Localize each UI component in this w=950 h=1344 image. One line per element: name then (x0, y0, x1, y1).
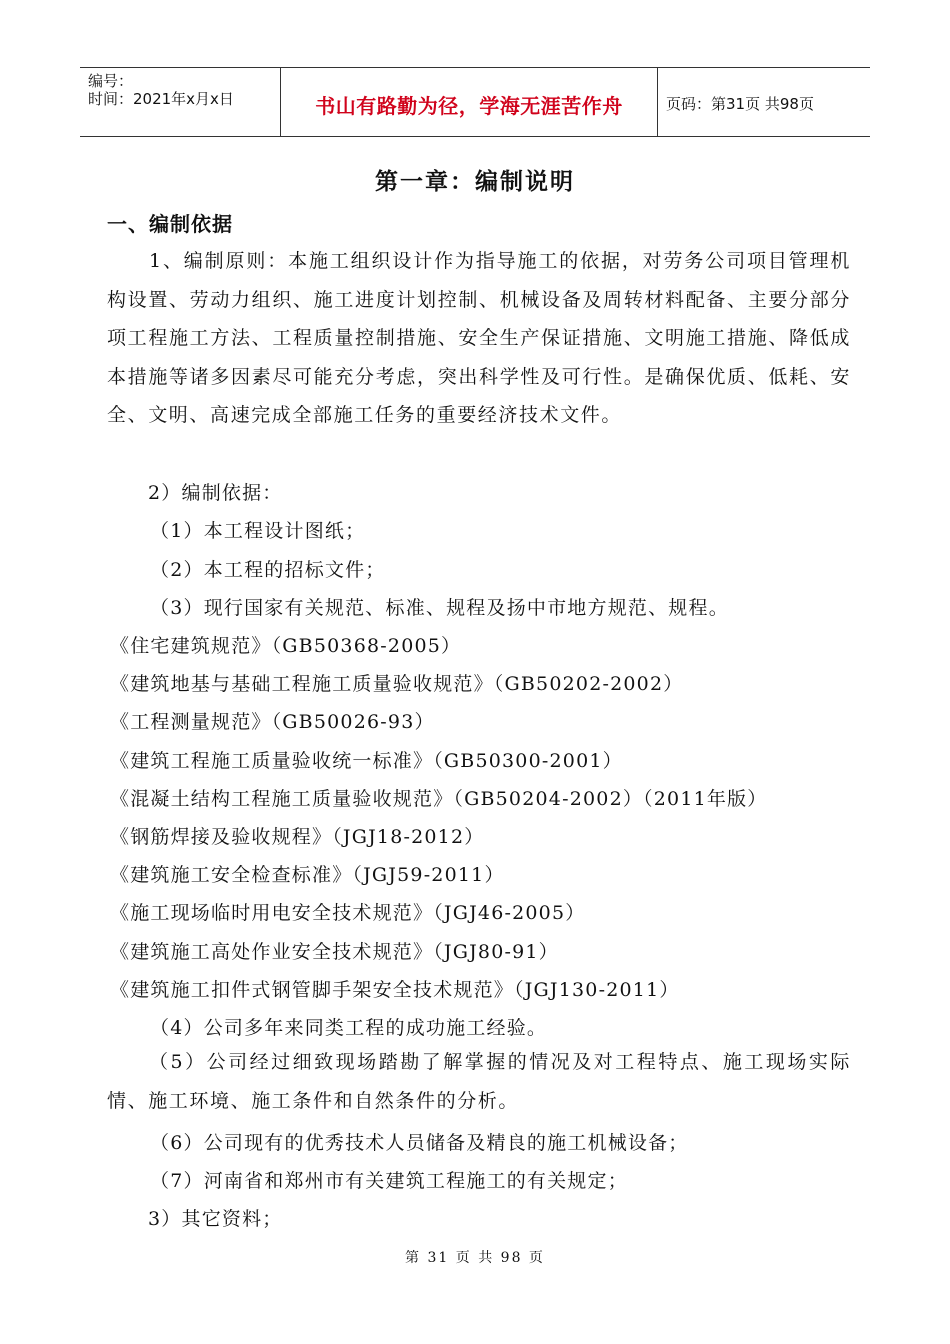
basis-heading: 2）编制依据： (148, 482, 283, 504)
page-footer: 第 31 页 共 98 页 (405, 1250, 545, 1266)
other-heading: 3）其它资料； (148, 1208, 283, 1230)
chapter-title: 第一章：编制说明 (375, 169, 575, 195)
standard-item: 《建筑施工安全检查标准》（JGJ59-2011） (110, 864, 505, 886)
principle-paragraph: 1、编制原则：本施工组织设计作为指导施工的依据，对劳务公司项目管理机构设置、劳动力组织、施工进度计划控制、机械设备及周转材料配备、主要分部分项工程施工方法、工程质量控制措施、安全生产保证措施、文明施工措施、降低成本措施等诸多因素尽可能充分考虑，突出科学性及可行性。是确保优质、低耗、安全、文明、高速完成全部施工任务的重要经济技术文件。 (107, 250, 851, 427)
standard-item: 《建筑施工扣件式钢管脚手架安全技术规范》（JGJ130-2011） (110, 979, 680, 1001)
header-page-cell (656, 68, 870, 136)
basis-item-6: （6）公司现有的优秀技术人员储备及精良的施工机械设备； (150, 1132, 689, 1154)
basis-item: （3）现行国家有关规范、标准、规程及扬中市地方规范、规程。 (150, 597, 729, 619)
standard-item: 《住宅建筑规范》（GB50368-2005） (110, 635, 462, 657)
basis-item: （2）本工程的招标文件； (150, 559, 386, 581)
standard-item: 《钢筋焊接及验收规程》（JGJ18-2012） (110, 826, 485, 848)
basis-item-5: （5）公司经过细致现场踏勘了解掌握的情况及对工程特点、施工现场实际情、施工环境、施工条件和自然条件的分析。 (107, 1051, 851, 1112)
header-code-label: 编号： (88, 72, 134, 90)
header-time-label: 时间：2021年x月x日 (88, 90, 234, 108)
page-header (80, 67, 870, 137)
basis-item: （1）本工程设计图纸； (150, 520, 366, 542)
header-motto: 书山有路勤为径，学海无涯苦作舟 (315, 94, 623, 118)
header-meta (80, 68, 280, 136)
standard-item: 《工程测量规范》（GB50026-93） (110, 711, 435, 733)
header-page-info: 页码：第31页 共98页 (666, 95, 814, 113)
basis-item-7: （7）河南省和郑州市有关建筑工程施工的有关规定； (150, 1170, 628, 1192)
standard-item: 《混凝土结构工程施工质量验收规范》（GB50204-2002）（2011年版） (110, 788, 768, 810)
header-motto-cell (280, 68, 658, 136)
standard-item: 《建筑工程施工质量验收统一标准》（GB50300-2001） (110, 750, 623, 772)
standard-item: 《建筑施工高处作业安全技术规范》（JGJ80-91） (110, 941, 559, 963)
standard-item: 《施工现场临时用电安全技术规范》（JGJ46-2005） (110, 902, 586, 924)
section-title: 一、编制依据 (107, 212, 233, 236)
standard-item: 《建筑地基与基础工程施工质量验收规范》（GB50202-2002） (110, 673, 684, 695)
basis-item-4: （4）公司多年来同类工程的成功施工经验。 (150, 1017, 548, 1039)
